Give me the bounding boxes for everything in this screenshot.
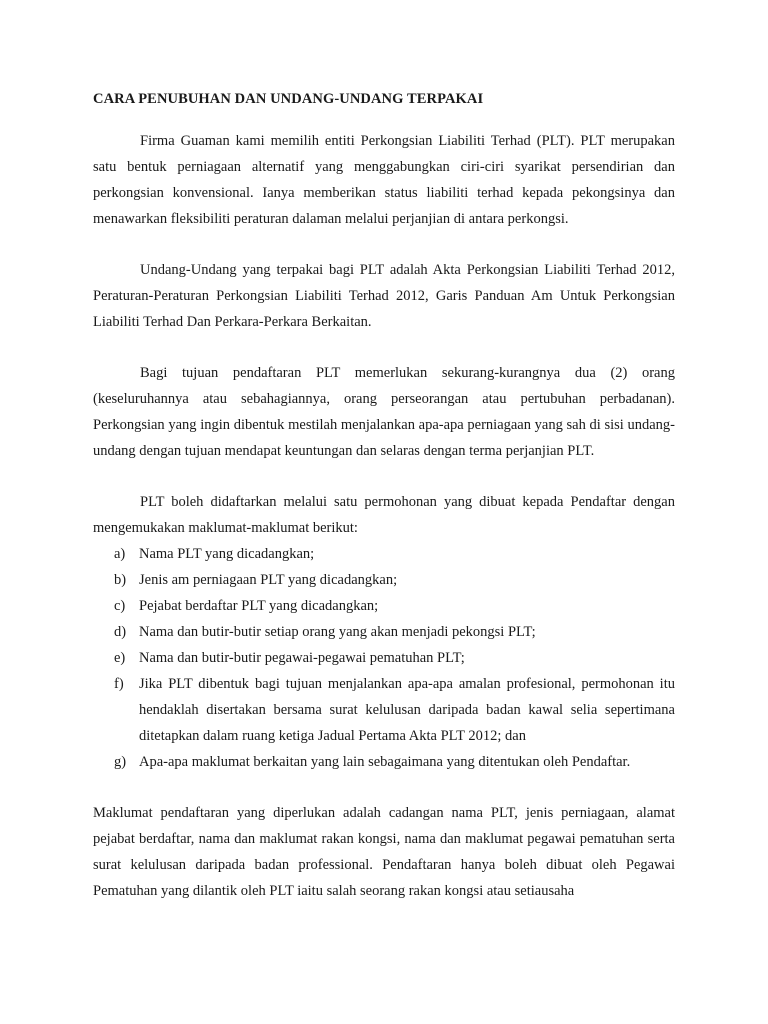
list-marker: a) <box>114 546 126 562</box>
document-title: CARA PENUBUHAN DAN UNDANG-UNDANG TERPAKAI <box>93 91 484 107</box>
paragraph-entity-choice: Firma Guaman kami memilih entiti Perkongsian Liabiliti Terhad (PLT). PLT merupakan satu bentuk perniagaan alternatif yang menggabungkan ciri-ciri syarikat persendirian dan perkongsian konvensional. Ianya memberikan status liabiliti terhad kepada pekongsinya dan menawarkan fleksibiliti peraturan dalaman melalui perjanjian di antara perkongsi. <box>93 133 675 227</box>
list-item <box>93 567 675 593</box>
paragraph-registration-application: PLT boleh didaftarkan melalui satu permohonan yang dibuat kepada Pendaftar dengan mengemukakan maklumat-maklumat berikut: <box>93 494 675 536</box>
list-item-text: Nama PLT yang dicadangkan; <box>139 546 315 562</box>
list-marker: c) <box>114 598 126 614</box>
list-item-text: Jika PLT dibentuk bagi tujuan menjalankan apa-apa amalan profesional, permohonan itu hendaklah disertakan bersama surat kelulusan daripada badan kawal selia sepertimana ditetapkan dalam ruang ketiga Jadual Pertama Akta PLT 2012; dan <box>139 676 675 744</box>
list-item-text: Apa-apa maklumat berkaitan yang lain sebagaimana yang ditentukan oleh Pendaftar. <box>139 754 631 770</box>
paragraph-registration-details: Maklumat pendaftaran yang diperlukan adalah cadangan nama PLT, jenis perniagaan, alamat pejabat berdaftar, nama dan maklumat rakan kongsi, nama dan maklumat pegawai pematuhan serta surat kelulusan daripada badan professional. Pendaftaran hanya boleh dibuat oleh Pegawai Pematuhan yang dilantik oleh PLT iaitu salah seorang rakan kongsi atau setiausaha <box>93 805 675 899</box>
list-item-text: Jenis am perniagaan PLT yang dicadangkan; <box>139 572 398 588</box>
list-item <box>93 645 675 671</box>
list-item <box>93 749 675 775</box>
list-marker: d) <box>114 624 127 640</box>
list-item-text: Nama dan butir-butir pegawai-pegawai pematuhan PLT; <box>139 650 465 666</box>
document-page <box>93 86 675 929</box>
list-item <box>93 671 675 749</box>
list-marker: g) <box>114 754 127 770</box>
list-marker: e) <box>114 650 126 666</box>
list-item <box>93 593 675 619</box>
paragraph-applicable-law: Undang-Undang yang terpakai bagi PLT adalah Akta Perkongsian Liabiliti Terhad 2012, Peraturan-Peraturan Perkongsian Liabiliti Terhad 2012, Garis Panduan Am Untuk Perkongsian Liabiliti Terhad Dan Perkara-Perkara Berkaitan. <box>93 262 675 330</box>
list-marker: b) <box>114 572 127 588</box>
registration-requirements-list <box>93 541 675 775</box>
paragraph-registration-purpose: Bagi tujuan pendaftaran PLT memerlukan sekurang-kurangnya dua (2) orang (keseluruhannya atau sebahagiannya, orang perseorangan atau pertubuhan perbadanan). Perkongsian yang ingin dibentuk mestilah menjalankan apa-apa perniagaan yang sah di sisi undang-undang dengan tujuan mendapat keuntungan dan selaras dengan terma perjanjian PLT. <box>93 365 675 459</box>
list-item-text: Pejabat berdaftar PLT yang dicadangkan; <box>139 598 379 614</box>
list-marker: f) <box>114 676 124 692</box>
list-item-text: Nama dan butir-butir setiap orang yang akan menjadi pekongsi PLT; <box>139 624 536 640</box>
list-item <box>93 619 675 645</box>
list-item <box>93 541 675 567</box>
